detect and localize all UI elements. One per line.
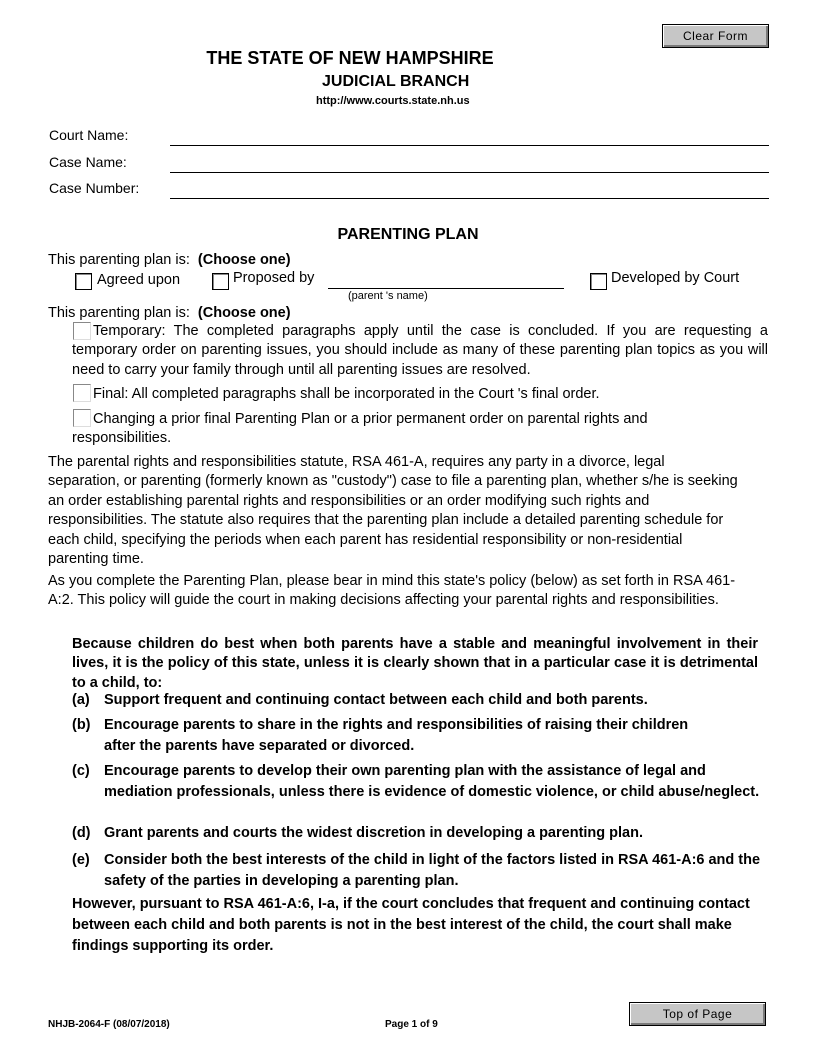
court-name-field[interactable] [170, 145, 769, 146]
changing-option-text: Changing a prior final Parenting Plan or a prior permanent order on parental rights and responsibilities. [72, 411, 648, 447]
court-url: http://www.courts.state.nh.us [316, 95, 470, 107]
branch-heading: JUDICIAL BRANCH [322, 73, 470, 90]
case-number-label: Case Number: [49, 180, 140, 196]
temporary-option-text: Temporary: The completed paragraphs apply until the case is concluded. If you are requesting a temporary order on parenting issues, you should include as many of these parenting plan topics as you will need to carry your family through until all parenting issues are resolved. [72, 323, 768, 378]
case-name-field[interactable] [170, 172, 769, 173]
policy-statement: Because children do best when both parents have a stable and meaningful involvement in their lives, it is the policy of this state, unless it is clearly shown that in a particular case it is detrimental to a child, to: [72, 636, 758, 691]
policy-item-b: (b) Encourage parents to share in the rights and responsibilities of raising their children after the parents have separated or divorced. [72, 717, 689, 754]
policy-item-a: (a) Support frequent and continuing contact between each child and both parents. [72, 692, 648, 708]
proposed-by-checkbox[interactable] [212, 273, 229, 290]
developed-by-court-label: Developed by Court [611, 270, 740, 286]
developed-by-court-checkbox[interactable] [590, 273, 607, 290]
choice2-prompt: This parenting plan is: (Choose one) [48, 305, 291, 321]
page-number: Page 1 of 9 [385, 1019, 438, 1030]
policy-item-c: (c) Encourage parents to develop their own parenting plan with the assistance of legal and mediation professionals, unless there is evidence of domestic violence, or child abuse/neglect. [72, 763, 760, 800]
proposed-by-parent-field[interactable] [328, 288, 564, 289]
agreed-upon-label: Agreed upon [97, 272, 181, 288]
page-title: PARENTING PLAN [337, 226, 479, 243]
parent-name-caption: (parent 's name) [348, 290, 428, 302]
agreed-upon-checkbox[interactable] [75, 273, 92, 290]
policy-item-d: (d) Grant parents and courts the widest discretion in developing a parenting plan. [72, 825, 643, 841]
proposed-by-label: Proposed by [233, 270, 315, 286]
clear-form-button[interactable]: Clear Form [662, 24, 769, 48]
policy-intro-paragraph: As you complete the Parenting Plan, please bear in mind this state's policy (below) as set forth in RSA 461-A:2. This policy will guide the court in making decisions affecting your parental rights and responsibilities. [48, 573, 736, 609]
final-option-text: Final: All completed paragraphs shall be incorporated in the Court 's final order. [93, 386, 600, 402]
form-id: NHJB-2064-F (08/07/2018) [48, 1019, 170, 1030]
top-of-page-button[interactable]: Top of Page [629, 1002, 766, 1026]
court-name-label: Court Name: [49, 127, 129, 143]
final-checkbox[interactable] [73, 384, 91, 402]
case-name-label: Case Name: [49, 154, 127, 170]
case-number-field[interactable] [170, 198, 769, 199]
state-heading: THE STATE OF NEW HAMPSHIRE [206, 48, 494, 68]
policy-closing: However, pursuant to RSA 461-A:6, I-a, if the court concludes that frequent and continuing contact between each child and both parents is not in the best interest of the child, the court shall make findings supporting its order. [72, 896, 750, 954]
policy-item-e: (e) Consider both the best interests of the child in light of the factors listed in RSA 461-A:6 and the safety of the parties in developing a parenting plan. [72, 852, 761, 889]
choice1-prompt: This parenting plan is: (Choose one) [48, 252, 291, 268]
statute-paragraph: The parental rights and responsibilities statute, RSA 461-A, requires any party in a divorce, legal separation, or parenting (formerly known as "custody") case to file a parenting plan, whether s/he is seeking an order establishing parental rights and responsibilities or an order modifying such rights and responsibilities. The statute also requires that the parenting plan include a detailed parenting schedule for each child, specifying the periods when each parent has residential responsibility or non-residential parenting time. [48, 454, 738, 568]
